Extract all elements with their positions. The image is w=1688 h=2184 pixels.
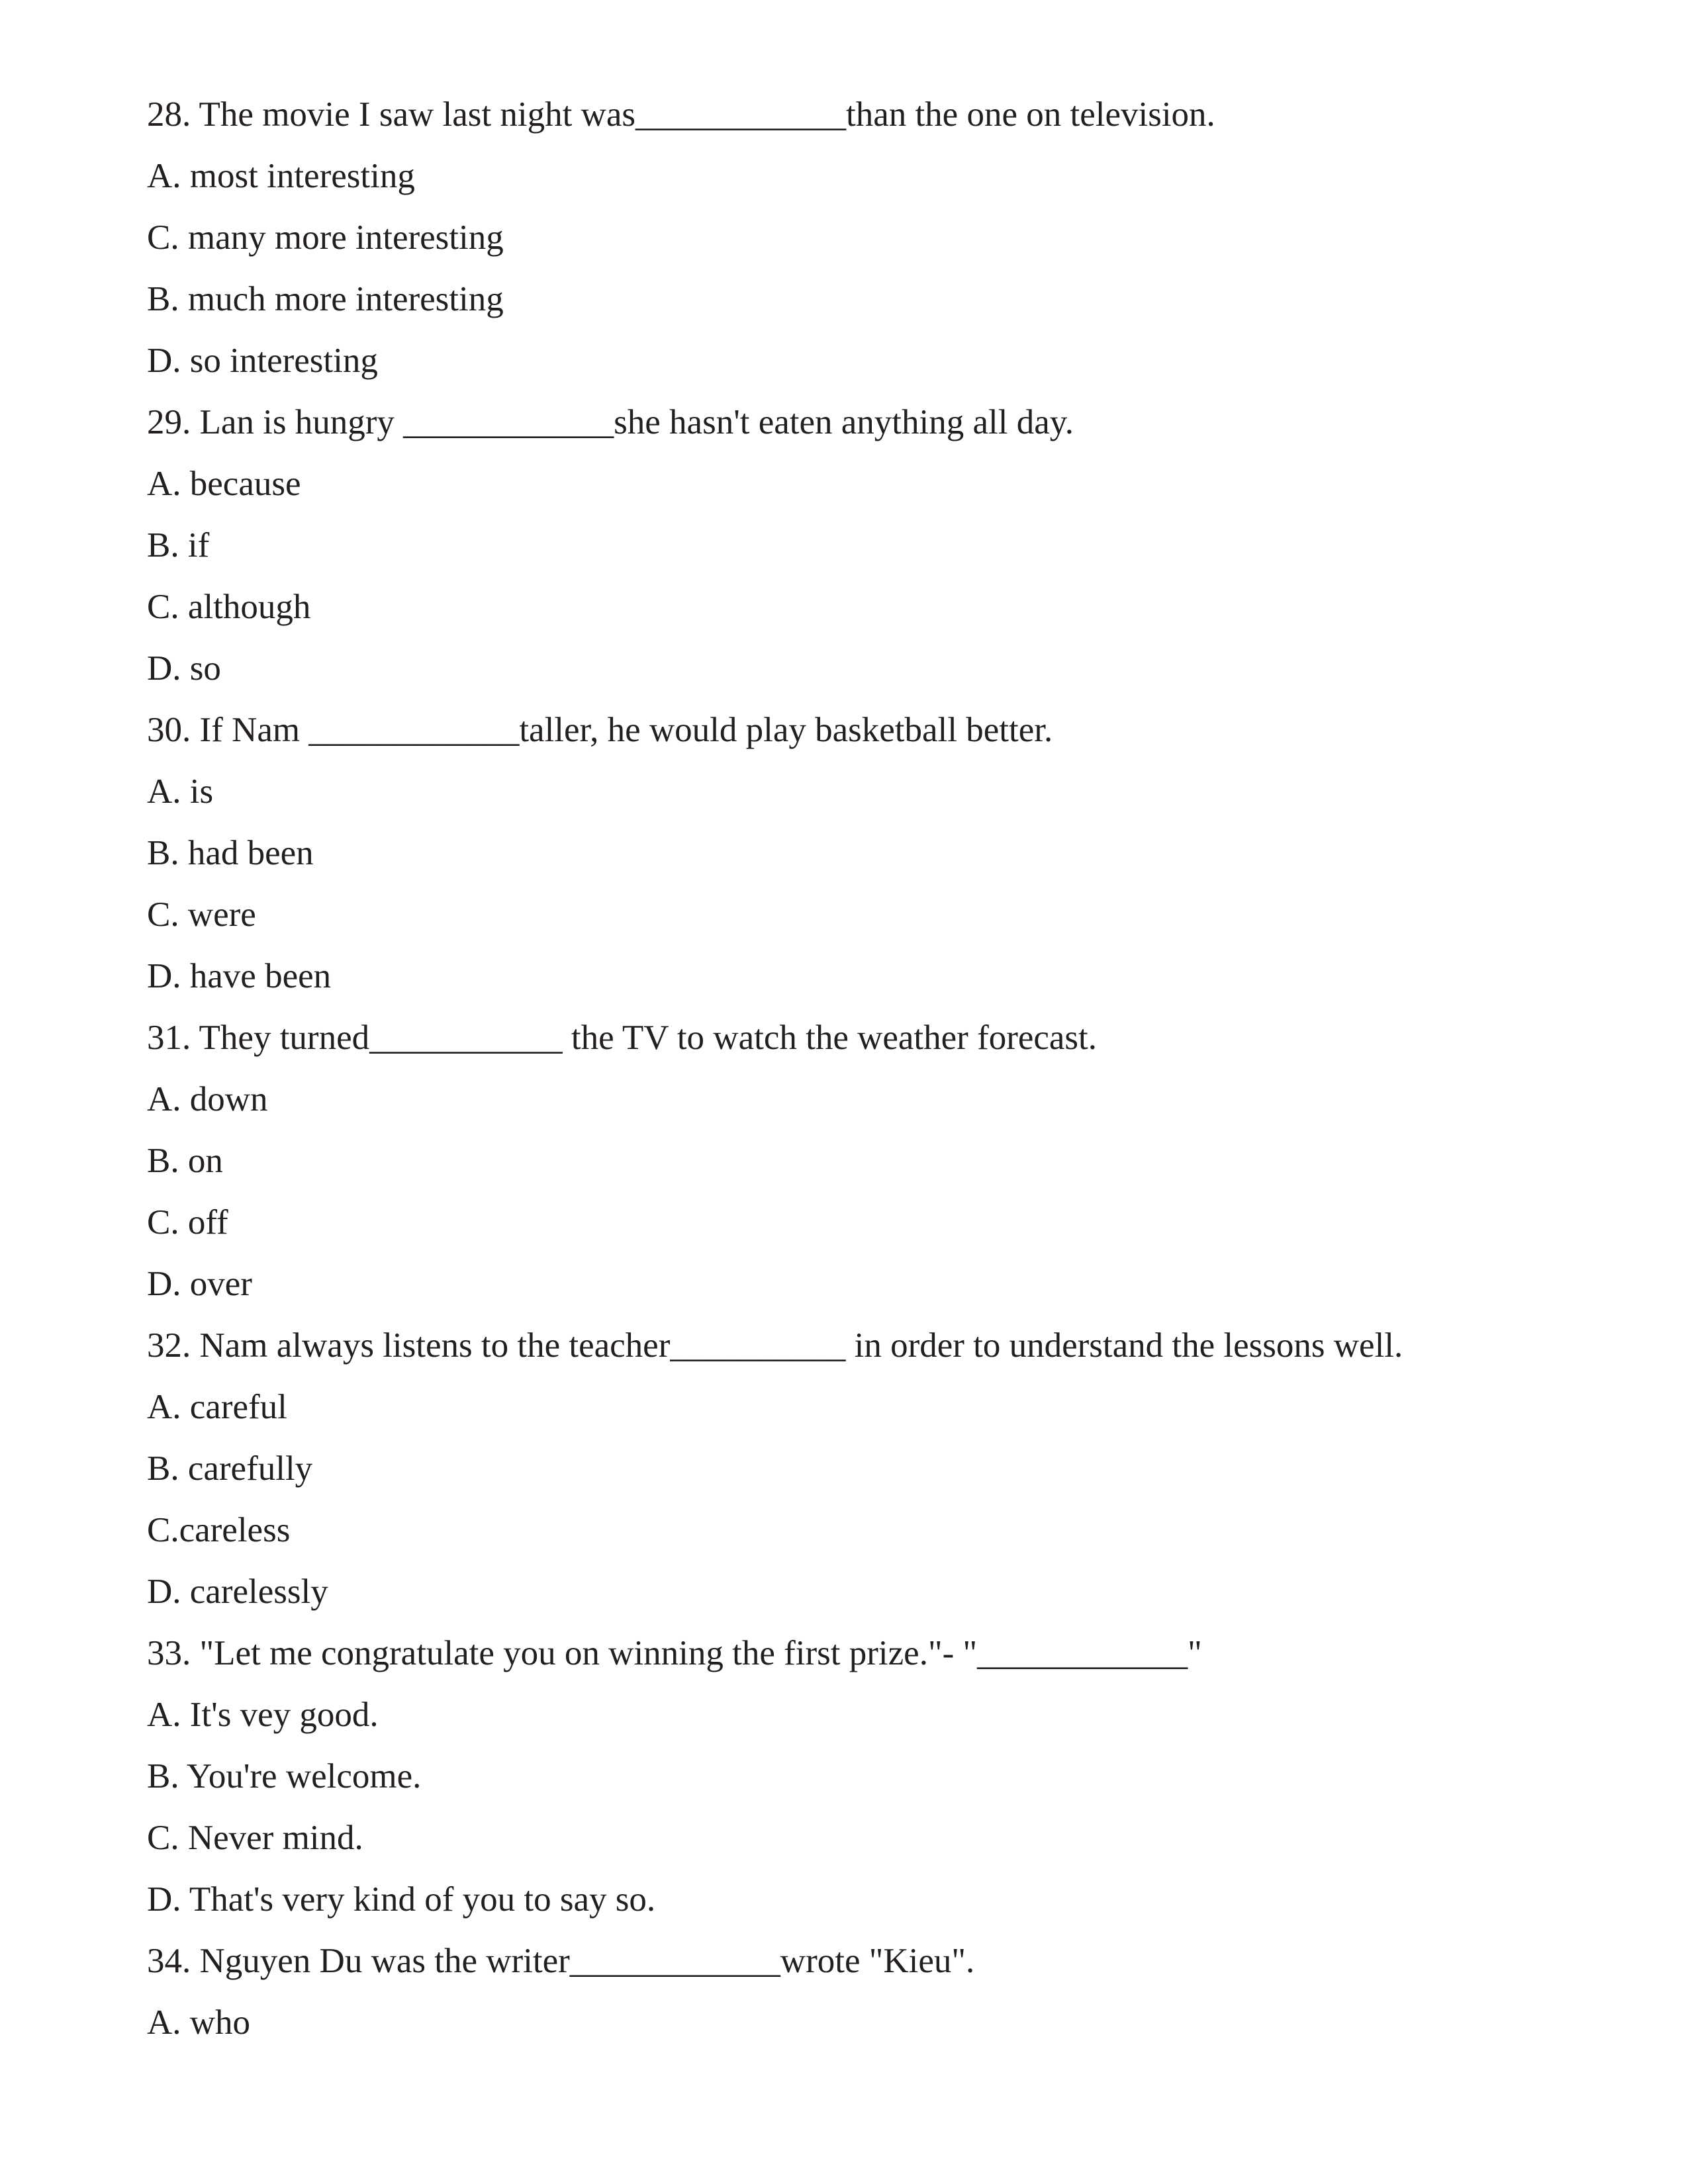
question-28-option-a: A. most interesting: [147, 157, 415, 195]
question-29-stem: 29. Lan is hungry ____________she hasn't eaten anything all day.: [147, 403, 1074, 441]
question-31-stem: 31. They turned___________ the TV to watch the weather forecast.: [147, 1019, 1098, 1057]
question-30-stem: 30. If Nam ____________taller, he would play basketball better.: [147, 711, 1053, 749]
question-28-stem: 28. The movie I saw last night was____________than the one on television.: [147, 95, 1215, 134]
question-34-option-a: A. who: [147, 2003, 251, 2042]
question-33-stem: 33. "Let me congratulate you on winning the first prize."- "____________": [147, 1634, 1202, 1672]
question-29-option-a: A. because: [147, 465, 301, 503]
question-29-option-b: B. if: [147, 526, 210, 565]
question-31-option-c: C. off: [147, 1203, 228, 1242]
question-31-option-b: B. on: [147, 1142, 223, 1180]
question-30-option-a: A. is: [147, 772, 214, 811]
question-28-option-c: C. many more interesting: [147, 218, 504, 257]
question-33-option-a: A. It's vey good.: [147, 1696, 379, 1734]
question-33-option-b: B. You're welcome.: [147, 1757, 422, 1796]
question-33-option-d: D. That's very kind of you to say so.: [147, 1880, 656, 1919]
question-32-option-d: D. carelessly: [147, 1572, 328, 1611]
question-32-option-c: C.careless: [147, 1511, 291, 1549]
question-31-option-d: D. over: [147, 1265, 252, 1303]
question-34-stem: 34. Nguyen Du was the writer____________wrote "Kieu".: [147, 1942, 975, 1980]
question-32-option-a: A. careful: [147, 1388, 287, 1426]
question-33-option-c: C. Never mind.: [147, 1819, 363, 1857]
question-30-option-d: D. have been: [147, 957, 332, 995]
question-31-option-a: A. down: [147, 1080, 268, 1118]
question-29-option-d: D. so: [147, 649, 221, 688]
question-29-option-c: C. although: [147, 588, 311, 626]
question-30-option-b: B. had been: [147, 834, 314, 872]
question-32-stem: 32. Nam always listens to the teacher__________ in order to understand the lessons well.: [147, 1326, 1403, 1365]
question-28-option-b: B. much more interesting: [147, 280, 504, 318]
question-32-option-b: B. carefully: [147, 1449, 313, 1488]
question-30-option-c: C. were: [147, 895, 256, 934]
question-28-option-d: D. so interesting: [147, 341, 378, 380]
